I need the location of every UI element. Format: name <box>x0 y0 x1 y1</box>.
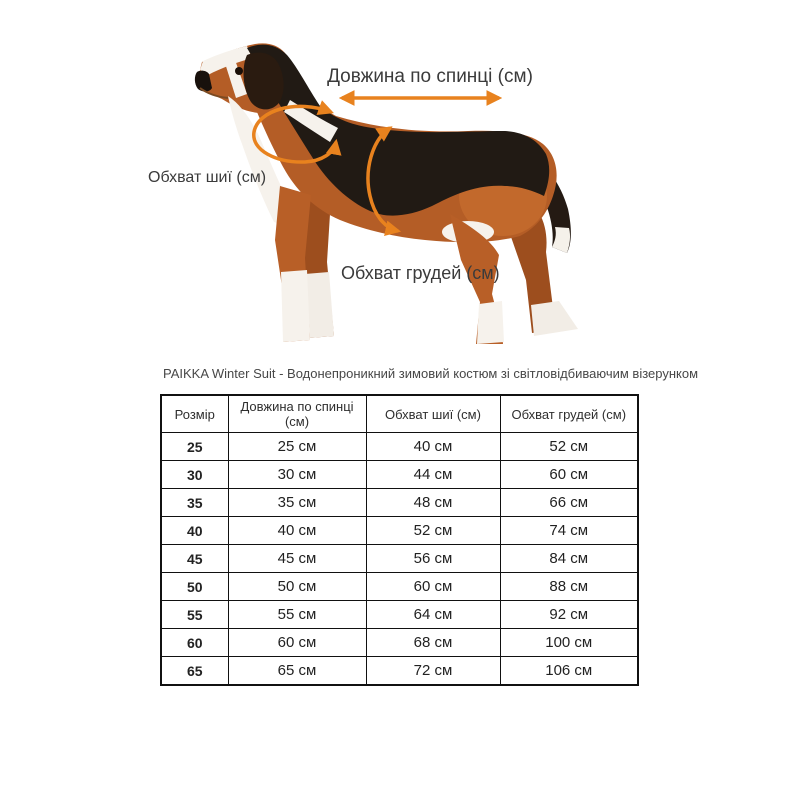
size-cell: 40 <box>161 517 228 545</box>
table-row <box>161 461 638 489</box>
table-row <box>161 489 638 517</box>
neck-cell: 48 см <box>366 489 500 517</box>
chest-cell: 100 см <box>500 629 638 657</box>
back-length-cell: 40 см <box>228 517 366 545</box>
neck-cell: 64 см <box>366 601 500 629</box>
back-length-cell: 30 см <box>228 461 366 489</box>
back-length-cell: 50 см <box>228 573 366 601</box>
table-header-row <box>161 395 638 433</box>
neck-cell: 44 см <box>366 461 500 489</box>
back-length-cell: 25 см <box>228 433 366 461</box>
size-cell: 55 <box>161 601 228 629</box>
neck-girth-label: Обхват шиї (см) <box>148 169 267 186</box>
table-row <box>161 433 638 461</box>
column-header-chest: Обхват грудей (см) <box>500 395 638 433</box>
size-cell: 25 <box>161 433 228 461</box>
table-row <box>161 629 638 657</box>
product-title: PAIKKA Winter Suit - Водонепроникний зимовий костюм зі світловідбиваючим візерунком <box>163 366 699 381</box>
table-row <box>161 657 638 686</box>
chest-cell: 106 см <box>500 657 638 686</box>
chest-cell: 66 см <box>500 489 638 517</box>
back-length-cell: 35 см <box>228 489 366 517</box>
chest-cell: 52 см <box>500 433 638 461</box>
chest-cell: 92 см <box>500 601 638 629</box>
size-cell: 45 <box>161 545 228 573</box>
size-cell: 60 <box>161 629 228 657</box>
table-row <box>161 573 638 601</box>
size-table-body <box>161 433 638 686</box>
back-length-cell: 55 см <box>228 601 366 629</box>
table-row <box>161 601 638 629</box>
column-header-back-length: Довжина по спинці (см) <box>228 395 366 433</box>
column-header-size: Розмір <box>161 395 228 433</box>
chest-cell: 84 см <box>500 545 638 573</box>
chest-cell: 60 см <box>500 461 638 489</box>
chest-girth-label: Обхват грудей (см) <box>341 263 500 283</box>
table-row <box>161 545 638 573</box>
size-cell: 50 <box>161 573 228 601</box>
size-cell: 35 <box>161 489 228 517</box>
back-length-label: Довжина по спинці (см) <box>327 66 533 87</box>
size-cell: 30 <box>161 461 228 489</box>
back-length-cell: 65 см <box>228 657 366 686</box>
size-table <box>160 394 639 686</box>
neck-cell: 56 см <box>366 545 500 573</box>
neck-cell: 52 см <box>366 517 500 545</box>
neck-cell: 60 см <box>366 573 500 601</box>
back-length-cell: 60 см <box>228 629 366 657</box>
table-row <box>161 517 638 545</box>
neck-cell: 40 см <box>366 433 500 461</box>
dog-illustration <box>195 43 578 344</box>
column-header-neck: Обхват шиї (см) <box>366 395 500 433</box>
size-cell: 65 <box>161 657 228 686</box>
neck-cell: 72 см <box>366 657 500 686</box>
neck-cell: 68 см <box>366 629 500 657</box>
back-length-cell: 45 см <box>228 545 366 573</box>
chest-cell: 88 см <box>500 573 638 601</box>
chest-cell: 74 см <box>500 517 638 545</box>
